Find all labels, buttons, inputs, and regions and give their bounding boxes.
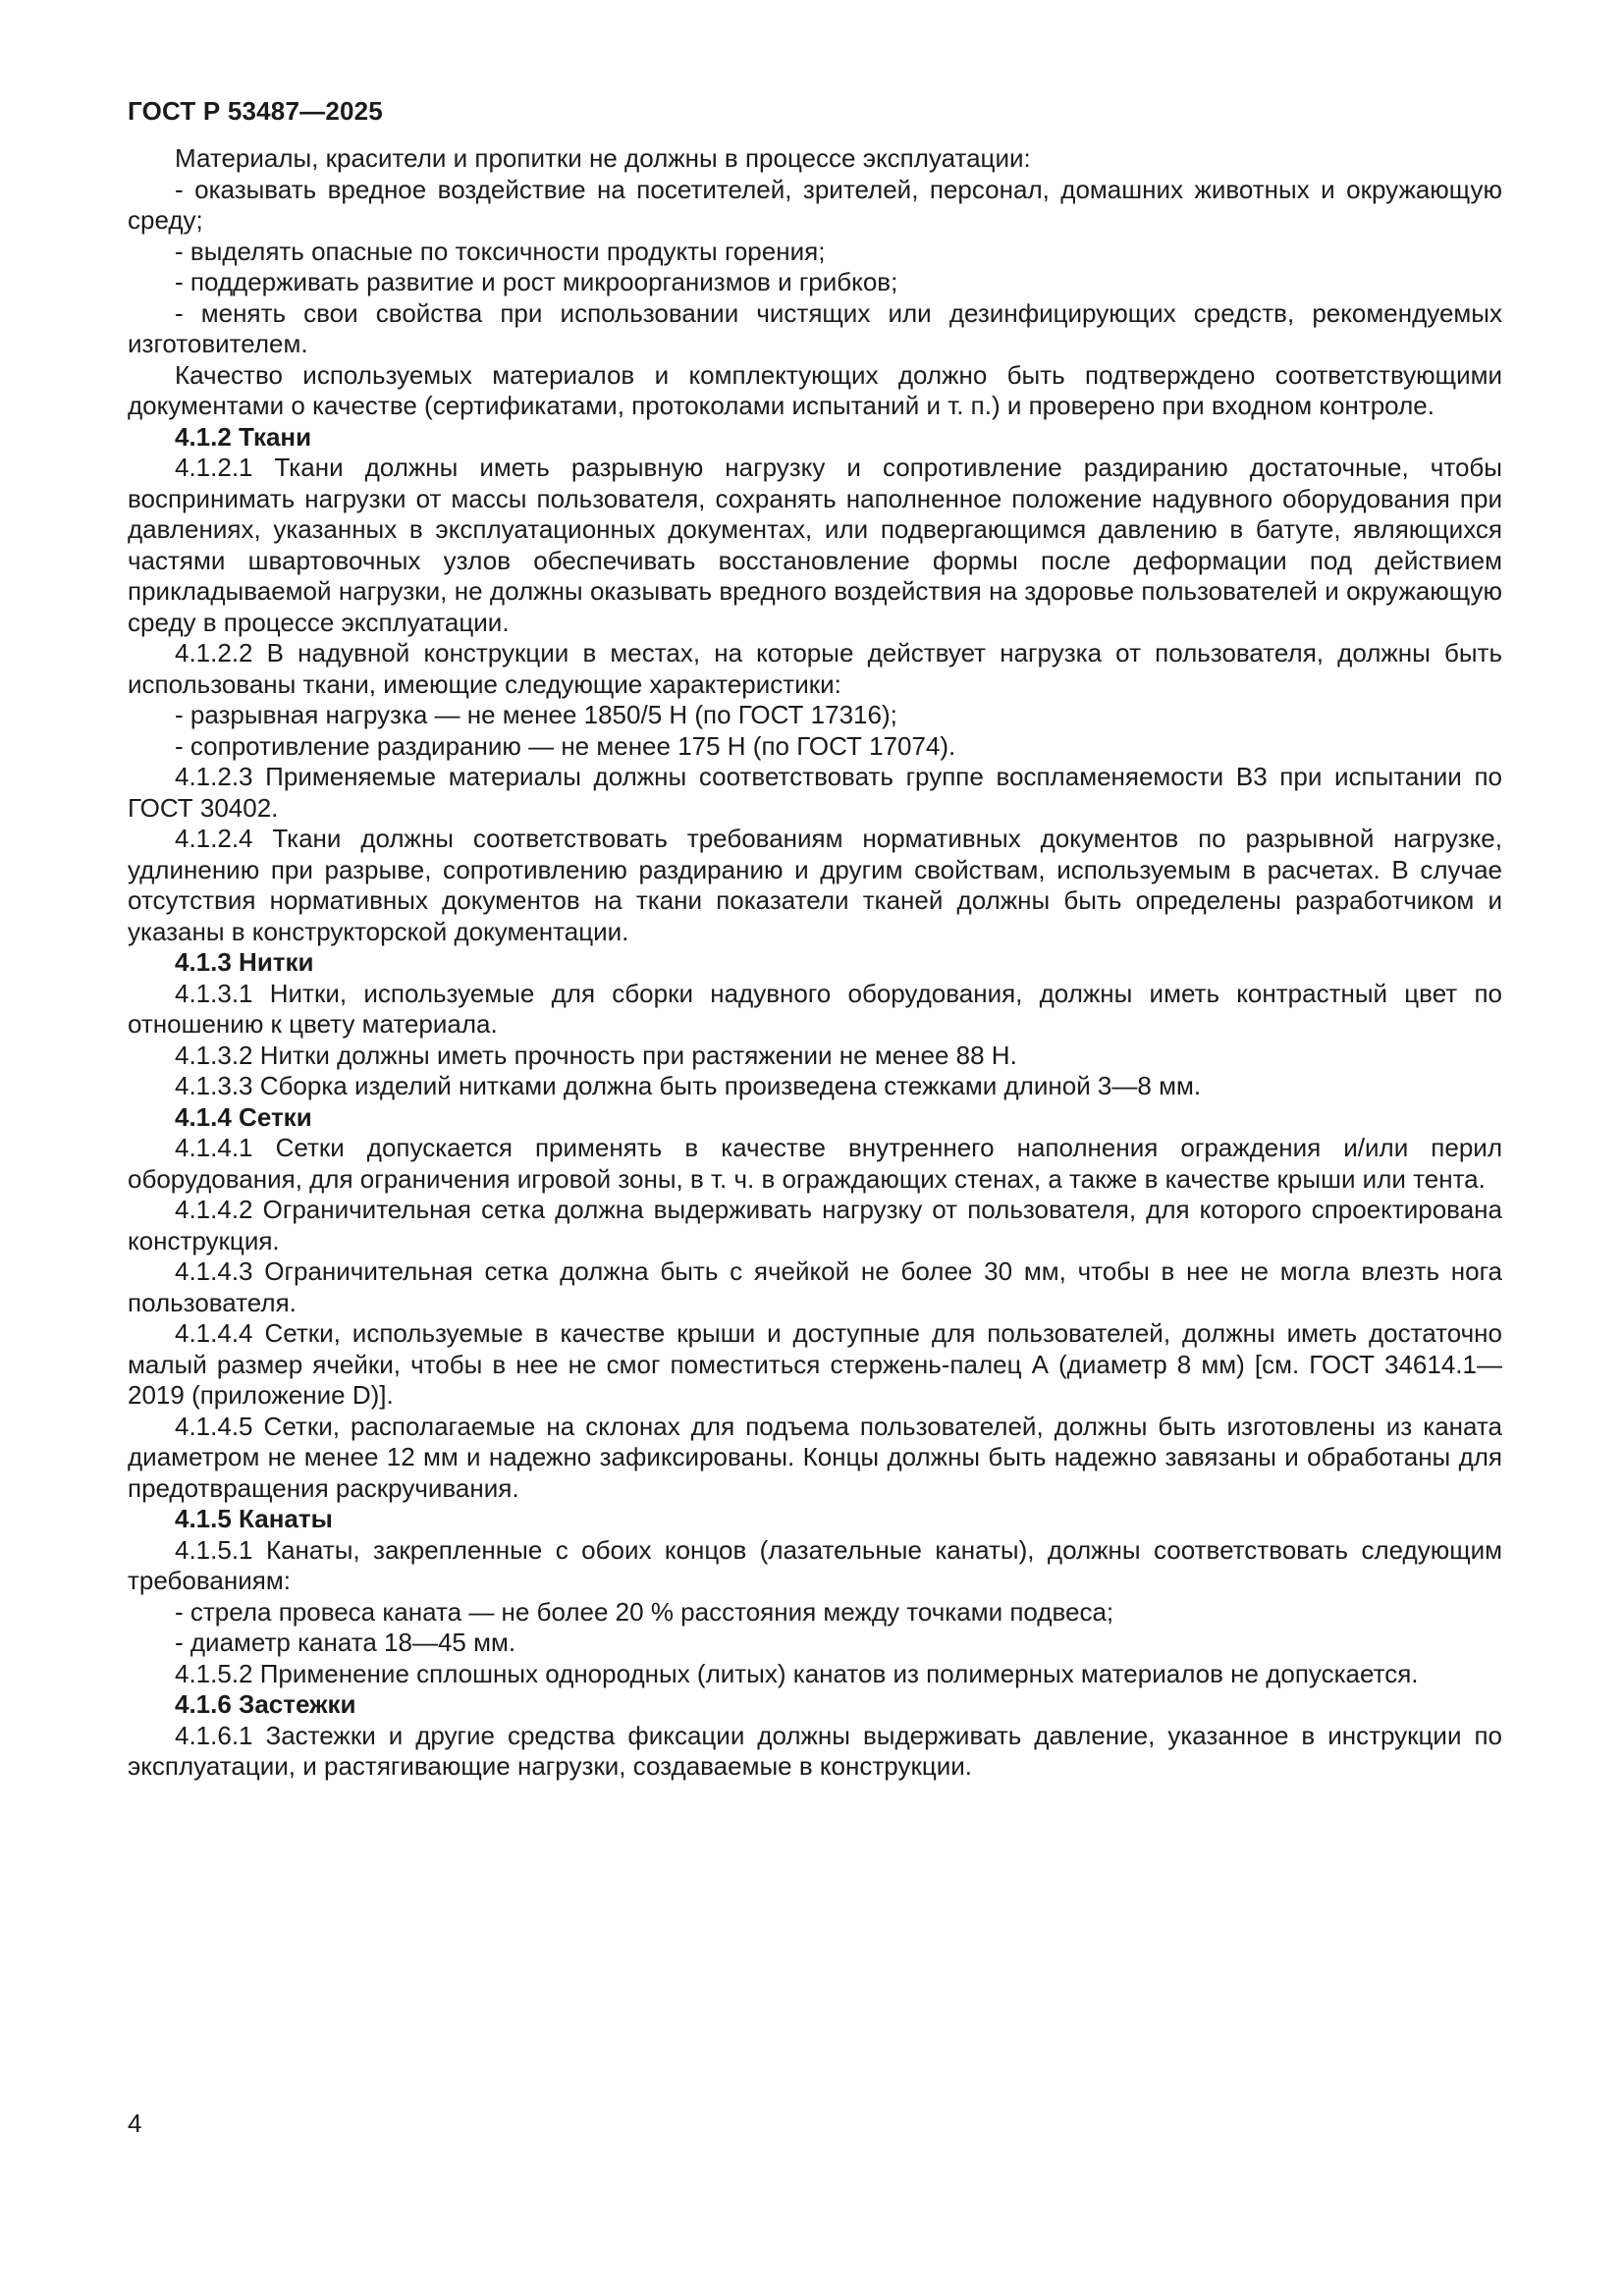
paragraph: 4.1.3.1 Нитки, используемые для сборки надувного оборудования, должны иметь контрастный цвет по отношению к цвету материала.: [128, 978, 1502, 1039]
paragraph: 4.1.4.1 Сетки допускается применять в качестве внутреннего наполнения ограждения и/или перил оборудования, для ограничения игровой зоны, в т. ч. в ограждающих стенах, а также в качестве крыши или тента.: [128, 1133, 1502, 1194]
section-heading: 4.1.5 Канаты: [175, 1504, 333, 1533]
document-code-header: ГОСТ Р 53487—2025: [128, 96, 383, 126]
paragraph: 4.1.4.4 Сетки, используемые в качестве крыши и доступные для пользователей, должны иметь достаточно малый размер ячейки, чтобы в нее не смог поместиться стержень-палец А (диаметр 8 мм) [см. ГОСТ 34614.1—2019 (приложение D)].: [128, 1318, 1502, 1410]
paragraph: - разрывная нагрузка — не менее 1850/5 Н (по ГОСТ 17316);: [175, 700, 897, 729]
paragraph: 4.1.2.1 Ткани должны иметь разрывную нагрузку и сопротивление раздиранию достаточные, чтобы воспринимать нагрузки от массы пользователя, сохранять наполненное положение надувного оборудования при давлениях, указанных в эксплуатационных документах, или подвергающимся давлению в батуте, являющихся частями швартовочных узлов обеспечивать восстановление формы после деформации под действием прикладываемой нагрузки, не должны оказывать вредного воздействия на здоровье пользователей и окружающую среду в процессе эксплуатации.: [128, 453, 1502, 637]
paragraph: 4.1.4.5 Сетки, располагаемые на склонах для подъема пользователей, должны быть изготовлены из каната диаметром не менее 12 мм и надежно зафиксированы. Концы должны быть надежно завязаны и обработаны для предотвращения раскручивания.: [128, 1411, 1502, 1503]
paragraph: 4.1.4.2 Ограничительная сетка должна выдерживать нагрузку от пользователя, для которого спроектирована конструкция.: [128, 1195, 1502, 1255]
document-body: [128, 143, 1502, 1783]
paragraph: 4.1.5.2 Применение сплошных однородных (литых) канатов из полимерных материалов не допускается.: [175, 1658, 1419, 1688]
paragraph: - выделять опасные по токсичности продукты горения;: [175, 236, 826, 266]
paragraph: 4.1.6.1 Застежки и другие средства фиксации должны выдерживать давление, указанное в инструкции по эксплуатации, и растягивающие нагрузки, создаваемые в конструкции.: [128, 1720, 1502, 1781]
paragraph: Качество используемых материалов и комплектующих должно быть подтверждено соответствующими документами о качестве (сертификатами, протоколами испытаний и т. п.) и проверено при входном контроле.: [128, 359, 1502, 420]
paragraph: - менять свои свойства при использовании чистящих или дезинфицирующих средств, рекомендуемых изготовителем.: [128, 297, 1502, 358]
paragraph: 4.1.5.1 Канаты, закрепленные с обоих концов (лазательные канаты), должны соответствовать следующим требованиям:: [128, 1534, 1502, 1595]
paragraph: Материалы, красители и пропитки не должны в процессе эксплуатации:: [175, 143, 1031, 173]
section-heading: 4.1.4 Сетки: [175, 1101, 312, 1132]
paragraph: - оказывать вредное воздействие на посетителей, зрителей, персонал, домашних животных и окружающую среду;: [128, 174, 1502, 235]
paragraph: 4.1.2.3 Применяемые материалы должны соответствовать группе воспламеняемости В3 при испытании по ГОСТ 30402.: [128, 762, 1502, 823]
paragraph: 4.1.3.3 Сборка изделий нитками должна быть произведена стежками длиной 3—8 мм.: [175, 1071, 1202, 1100]
paragraph: - стрела провеса каната — не более 20 % расстояния между точками подвеса;: [175, 1596, 1114, 1627]
paragraph: - поддерживать развитие и рост микроорганизмов и грибков;: [175, 267, 898, 296]
paragraph: 4.1.2.2 В надувной конструкции в местах, на которые действует нагрузка от пользователя, должны быть использованы ткани, имеющие следующие характеристики:: [128, 638, 1502, 699]
paragraph: 4.1.3.2 Нитки должны иметь прочность при растяжении не менее 88 Н.: [175, 1040, 1017, 1070]
section-heading: 4.1.2 Ткани: [175, 421, 312, 452]
paragraph: 4.1.2.4 Ткани должны соответствовать требованиям нормативных документов по разрывной нагрузке, удлинению при разрыве, сопротивлению раздиранию и другим свойствам, используемым в расчетах. В случае отсутствия нормативных документов на ткани показатели тканей должны быть определены разработчиком и указаны в конструкторской документации.: [128, 824, 1502, 946]
paragraph: - сопротивление раздиранию — не менее 175 Н (по ГОСТ 17074).: [175, 730, 956, 761]
section-heading: 4.1.6 Застежки: [175, 1689, 356, 1719]
paragraph: 4.1.4.3 Ограничительная сетка должна быть с ячейкой не более 30 мм, чтобы в нее не могла влезть нога пользователя.: [128, 1256, 1502, 1317]
page-number: 4: [128, 2109, 142, 2138]
paragraph: - диаметр каната 18—45 мм.: [175, 1628, 516, 1657]
section-heading: 4.1.3 Нитки: [175, 947, 314, 977]
